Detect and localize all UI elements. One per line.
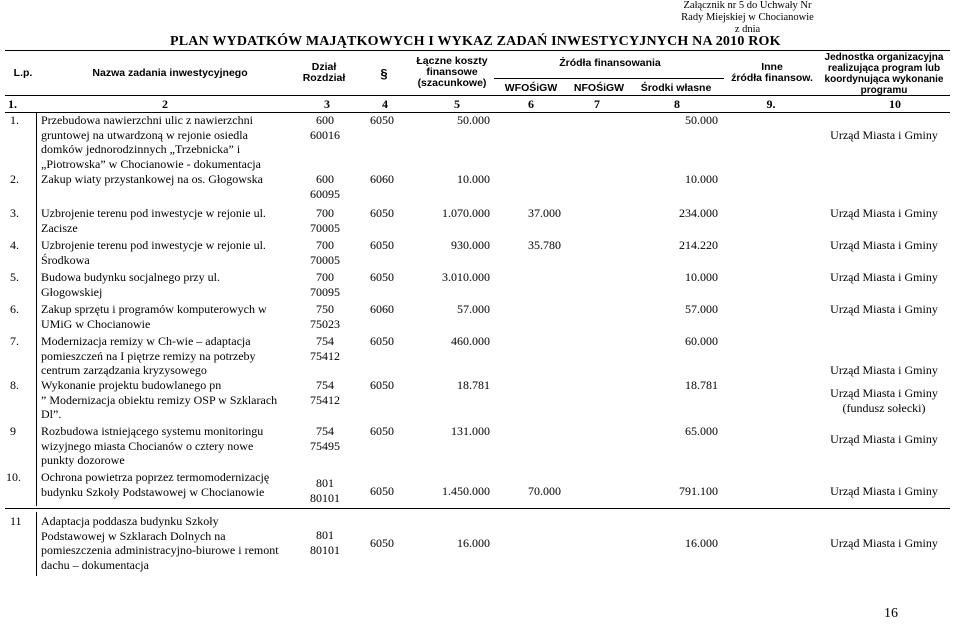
row-10-own-funds: 791.100 [679, 484, 718, 498]
row-10-paragraf: 6050 [370, 484, 394, 498]
sources-subheader-line [494, 78, 724, 79]
row-1-total: 50.000 [457, 113, 490, 127]
colnum-3: 3 [324, 97, 330, 111]
row-8-dzial: 754 [316, 378, 334, 392]
row-8-name-line-3: Dl”. [41, 407, 62, 421]
attachment-line-3: z dnia [734, 24, 761, 35]
row-10-rozdzial: 80101 [310, 490, 340, 505]
row-1-dzial: 600 [316, 113, 334, 127]
row-10-total: 1.450.000 [442, 484, 490, 498]
row-1-classification [304, 113, 346, 142]
row-10-wfosigw: 70.000 [528, 484, 561, 498]
row-7-paragraf: 6050 [370, 334, 394, 348]
row-4-unit: Urząd Miasta i Gminy [830, 238, 938, 252]
row-11-total: 16.000 [457, 536, 490, 550]
row-8-total: 18.781 [457, 378, 490, 392]
row-7-dzial: 754 [316, 334, 334, 348]
row-11-name-line-1: Adaptacja poddasza budynku Szkoły [41, 514, 219, 528]
row-4-lp: 4. [10, 238, 19, 252]
row-1-name-line-3: domków jednorodzinnych „Trzebnicka” i [41, 142, 241, 156]
header-other-line-1: Inne [761, 61, 783, 73]
row-6-lp: 6. [10, 302, 19, 316]
colnum-10: 10 [889, 97, 901, 111]
row-11-dzial: 801 [316, 528, 334, 542]
header-paragraf: § [380, 66, 388, 81]
row-1-paragraf: 6050 [370, 113, 394, 127]
row-4-total: 930.000 [451, 238, 490, 252]
row-5-dzial: 700 [316, 270, 334, 284]
row-6-classification [304, 302, 346, 331]
row-5-name-line-2: Głogowskiej [41, 284, 103, 299]
row-1-unit: Urząd Miasta i Gminy [830, 128, 938, 142]
row-6-name [41, 302, 293, 331]
row-5-unit: Urząd Miasta i Gminy [830, 270, 938, 284]
page-title: PLAN WYDATKÓW MAJĄTKOWYCH I WYKAZ ZADAŃ INWESTYCYJNYCH NA 2010 ROK [170, 34, 781, 49]
row-7-unit: Urząd Miasta i Gminy [830, 363, 938, 377]
row-3-total: 1.070.000 [442, 206, 490, 220]
row-9-name-line-3: punkty dozorowe [41, 453, 125, 467]
header-lp: L.p. [13, 67, 33, 79]
row-2-own-funds: 10.000 [685, 172, 718, 186]
row-9-dzial: 754 [316, 424, 334, 438]
row-9-paragraf: 6050 [370, 424, 394, 438]
page-number: 16 [884, 606, 898, 621]
row-1-rozdzial: 60016 [310, 127, 340, 142]
row-10-dzial: 801 [316, 476, 334, 490]
row-5-classification [304, 270, 346, 299]
row-8-name-line-1: Wykonanie projektu budowlanego pn [41, 378, 222, 392]
row-4-paragraf: 6050 [370, 238, 394, 252]
row-11-lp: 11 [10, 514, 22, 528]
row-5-rozdzial: 70095 [310, 284, 340, 299]
header-total-line-3: (szacunkowe) [417, 77, 487, 89]
row-7-name-line-1: Modernizacja remizy w Ch-wie – adaptacja [41, 334, 251, 348]
header-unit-line-4: programu [860, 85, 908, 96]
row-5-total: 3.010.000 [442, 270, 490, 284]
row-3-name [41, 206, 293, 235]
row-9-name-line-1: Rozbudowa istniejącego systemu monitoringu [41, 424, 264, 438]
row-10-unit: Urząd Miasta i Gminy [830, 484, 938, 498]
row-9-unit: Urząd Miasta i Gminy [830, 432, 938, 446]
header-unit-line-1: Jednostka organizacyjna [824, 52, 944, 63]
header-other-sources [728, 62, 816, 84]
row-7-lp: 7. [10, 334, 19, 348]
row-11-name-line-2: Podstawowej w Szklarach Dolnych na [41, 528, 226, 543]
header-rozdzial: Rozdział [302, 72, 346, 84]
row-9-classification [304, 424, 346, 453]
row-11-own-funds: 16.000 [685, 536, 718, 550]
row-4-classification [304, 238, 346, 267]
header-total-line-2: finansowe [426, 66, 478, 78]
header-dzial-rozdzial [296, 62, 352, 84]
row-11-rozdzial: 80101 [310, 542, 340, 557]
row-1-own-funds: 50.000 [685, 113, 718, 127]
row-1-name-line-1: Przebudowa nawierzchni ulic z nawierzchni [41, 113, 253, 127]
row-2-rozdzial: 60095 [310, 186, 340, 201]
row-4-rozdzial: 70005 [310, 252, 340, 267]
row-6-rozdzial: 75023 [310, 316, 340, 331]
header-total-costs [410, 56, 494, 89]
row-5-lp: 5. [10, 270, 19, 284]
row-4-dzial: 700 [316, 238, 334, 252]
header-unit [818, 52, 950, 96]
row-7-name-line-2: pomieszczeń na I piętrze remizy na potrzeby [41, 348, 256, 363]
colnum-1: 1. [8, 97, 17, 111]
row-3-wfosigw: 37.000 [528, 206, 561, 220]
row-4-name-line-1: Uzbrojenie terenu pod inwestycje w rejonie ul. [41, 238, 266, 252]
row-5-own-funds: 10.000 [685, 270, 718, 284]
row-7-classification [304, 334, 346, 363]
row-3-own-funds: 234.000 [679, 206, 718, 220]
header-nfosigw: NFOŚiGW [573, 82, 625, 94]
row-2-name: Zakup wiaty przystankowej na os. Głogowska [41, 172, 263, 186]
row-9-total: 131.000 [451, 424, 490, 438]
row-10-name-line-2: budynku Szkoły Podstawowej w Chocianowie [41, 484, 265, 499]
row-2-total: 10.000 [457, 172, 490, 186]
row-8-paragraf: 6050 [370, 378, 394, 392]
header-other-line-2: źródła finansow. [731, 72, 813, 84]
row-10-name [41, 470, 293, 499]
lp-separator [36, 112, 37, 506]
row-3-lp: 3. [10, 206, 19, 220]
row-6-paragraf: 6060 [370, 302, 394, 316]
row-11-name [41, 514, 293, 572]
colnum-9: 9. [766, 97, 776, 111]
row-3-paragraf: 6050 [370, 206, 394, 220]
row-6-dzial: 750 [316, 302, 334, 316]
attachment-line-2: Rady Miejskiej w Chocianowie [681, 12, 814, 23]
row-3-dzial: 700 [316, 206, 334, 220]
row-10-name-line-1: Ochrona powietrza poprzez termomodernizację [41, 470, 270, 484]
row-2-classification [304, 172, 346, 201]
colnum-6: 6 [528, 97, 534, 111]
header-sources: Źródła finansowania [559, 57, 661, 69]
row-5-name [41, 270, 293, 299]
row-4-own-funds: 214.220 [679, 238, 718, 252]
row-9-own-funds: 65.000 [685, 424, 718, 438]
row-7-rozdzial: 75412 [310, 348, 340, 363]
row-9-name [41, 424, 293, 468]
row-9-name-line-2: wizyjnego miasta Chocianów o cztery nowe [41, 438, 254, 453]
row-11-name-line-3: pomieszczenia administracyjno-biurowe i remont [41, 543, 279, 557]
lp-separator-last [36, 512, 37, 576]
row-10-classification [304, 476, 346, 505]
colnum-4: 4 [382, 97, 388, 111]
row-7-name-line-3: centrum zarządzania kryzysowego [41, 363, 207, 377]
row-11-unit: Urząd Miasta i Gminy [830, 536, 938, 550]
row-6-name-line-1: Zakup sprzętu i programów komputerowych w [41, 302, 267, 316]
row-4-name [41, 238, 293, 267]
row-1-name [41, 113, 293, 171]
header-total-line-1: Łączne koszty [416, 55, 488, 67]
row-2-dzial: 600 [316, 172, 334, 186]
row-8-lp: 8. [10, 378, 19, 392]
row-9-lp: 9 [10, 424, 16, 438]
row-7-own-funds: 60.000 [685, 334, 718, 348]
row-1-name-line-2: gruntowej na utwardzoną w rejonie osiedla [41, 127, 248, 142]
row-3-classification [304, 206, 346, 235]
row-7-total: 460.000 [451, 334, 490, 348]
row-4-name-line-2: Środkowa [41, 252, 90, 267]
row-2-paragraf: 6060 [370, 172, 394, 186]
row-5-paragraf: 6050 [370, 270, 394, 284]
row-3-name-line-1: Uzbrojenie terenu pod inwestycje w rejonie ul. [41, 206, 266, 220]
header-unit-line-3: koordynująca wykonanie [824, 74, 944, 85]
attachment-line-1: Załącznik nr 5 do Uchwały Nr [683, 0, 812, 11]
header-unit-line-2: realizująca program lub [827, 63, 941, 74]
row-6-name-line-2: UMiG w Chocianowie [41, 316, 151, 331]
row-8-classification [304, 378, 346, 407]
row-8-unit-line-2: (fundusz sołecki) [842, 400, 926, 415]
row-11-paragraf: 6050 [370, 536, 394, 550]
row-8-name-line-2: ” Modernizacja obiektu remizy OSP w Szklarach [41, 392, 278, 407]
row-9-rozdzial: 75495 [310, 438, 340, 453]
row-4-wfosigw: 35.780 [528, 238, 561, 252]
row-6-total: 57.000 [457, 302, 490, 316]
row-3-rozdzial: 70005 [310, 220, 340, 235]
colnum-7: 7 [594, 97, 600, 111]
row-8-own-funds: 18.781 [685, 378, 718, 392]
colnum-2: 2 [162, 97, 168, 111]
row-11-top-border [5, 508, 950, 509]
attachment-note [660, 0, 835, 36]
header-name: Nazwa zadania inwestycyjnego [92, 67, 248, 79]
row-11-classification [304, 528, 346, 557]
row-8-rozdzial: 75412 [310, 392, 340, 407]
row-3-name-line-2: Zacisze [41, 220, 78, 235]
colnum-8: 8 [674, 97, 680, 111]
row-10-lp: 10. [6, 470, 21, 484]
row-8-unit [818, 386, 950, 415]
row-11-name-line-4: dachu – dokumentacja [41, 557, 149, 572]
row-6-unit: Urząd Miasta i Gminy [830, 302, 938, 316]
header-own-funds: Środki własne [640, 82, 712, 94]
row-8-unit-line-1: Urząd Miasta i Gminy [830, 386, 938, 400]
table-top-border [5, 50, 950, 51]
header-wfosigw: WFOŚiGW [504, 82, 558, 94]
row-1-lp: 1. [10, 113, 19, 127]
row-3-unit: Urząd Miasta i Gminy [830, 206, 938, 220]
row-2-lp: 2. [10, 172, 19, 186]
row-1-name-line-4: „Piotrowska” w Chocianowie - dokumentacja [41, 156, 261, 171]
row-5-name-line-1: Budowa budynku socjalnego przy ul. [41, 270, 220, 284]
row-7-name [41, 334, 293, 378]
row-6-own-funds: 57.000 [685, 302, 718, 316]
header-dzial: Dział [311, 61, 337, 73]
row-8-name [41, 378, 293, 422]
colnum-5: 5 [454, 97, 460, 111]
header-bottom-border [5, 95, 950, 96]
